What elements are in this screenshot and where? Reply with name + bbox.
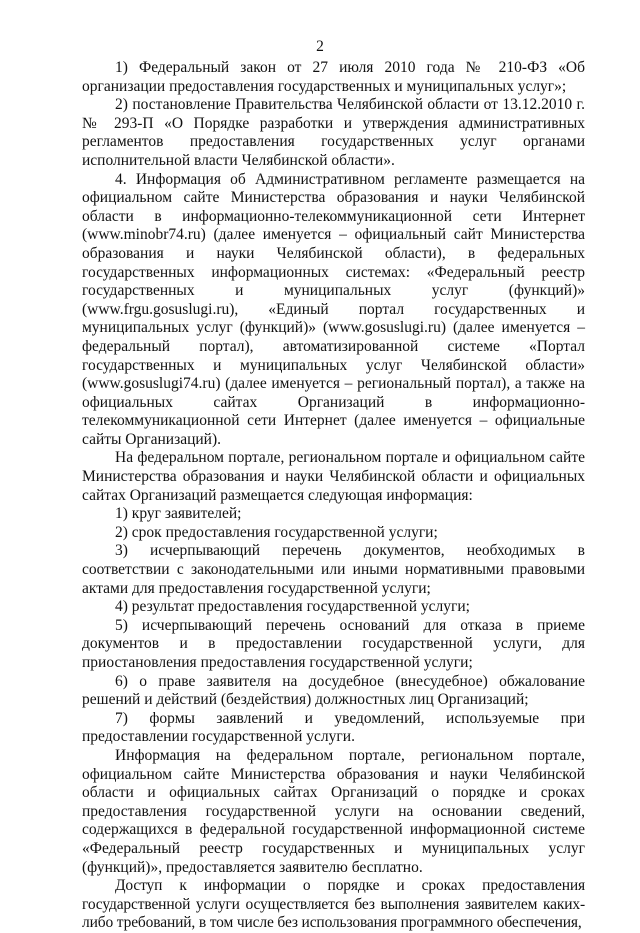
list-item-refusal-grounds: 5) исчерпывающий перечень оснований для отказа в приеме документов и в предоставлении государственной услуги, для приостановления предоставления государственной услуги; (82, 616, 585, 671)
list-item-service-result: 4) результат предоставления государственной услуги; (115, 598, 470, 616)
paragraph-resolution-293: 2) постановление Правительства Челябинской области от 13.12.2010 г. № 293-П «О Порядке разработки и утверждения административных регламентов предоставления государственных услуг органами исполнительной власти Челябинской области». (82, 96, 585, 169)
paragraph-access-to-information: Доступ к информации о порядке и сроках предоставления государственной услуги осуществляется без выполнения заявителем каких-либо требований, в том числе без использования программного обеспечения, (82, 877, 585, 932)
paragraph-law-210: 1) Федеральный закон от 27 июля 2010 года № 210-ФЗ «Об организации предоставления государственных и муниципальных услуг»; (82, 59, 585, 95)
list-item-documents-list: 3) исчерпывающий перечень документов, необходимых в соответствии с законодательными или иными нормативными правовыми актами для предоставления государственной услуги; (82, 542, 585, 597)
list-item-forms: 7) формы заявлений и уведомлений, используемые при предоставлении государственной услуги. (82, 709, 585, 746)
document-body (82, 59, 585, 933)
list-item-service-term: 2) срок предоставления государственной услуги; (115, 523, 438, 541)
page-number: 2 (316, 38, 324, 55)
list-item-applicants: 1) круг заявителей; (115, 505, 242, 523)
paragraph-free-information: Информация на федеральном портале, региональном портале, официальном сайте Министерства образования и науки Челябинской области и официальных сайтах Организаций о порядке и сроках предоставления государственной услуги на основании сведений, содержащихся в федеральной государственной информационной системе «Федеральный реестр государственных и муниципальных услуг (функций)», предоставляется заявителю бесплатно. (82, 746, 585, 876)
paragraph-item-4: 4. Информация об Административном регламенте размещается на официальном сайте Министерства образования и науки Челябинской области в информационно-телекоммуникационной сети Интернет (www.minobr74.ru) (далее именуется – официальный сайт Министерства образования и науки Челябинской области), в федеральных государственных информационных системах: «Федеральный реестр государственных и муниципальных услуг (функций)» (www.frgu.gosuslugi.ru), «Единый портал государственных и муниципальных услуг (функций)» (www.gosuslugi.ru) (далее именуется – федеральный портал), автоматизированной системе «Портал государственных и муниципальных услуг Челябинской области» (www.gosuslugi74.ru) (далее именуется – региональный портал), а также на официальных сайтах Организаций в информационно-телекоммуникационной сети Интернет (далее именуется – официальные сайты Организаций). (82, 170, 585, 448)
list-item-appeal-right: 6) о праве заявителя на досудебное (внесудебное) обжалование решений и действий (бездействия) должностных лиц Организаций; (82, 672, 585, 709)
paragraph-published-info-intro: На федеральном портале, региональном портале и официальном сайте Министерства образования и науки Челябинской области и официальных сайтах Организаций размещается следующая информация: (82, 449, 585, 504)
